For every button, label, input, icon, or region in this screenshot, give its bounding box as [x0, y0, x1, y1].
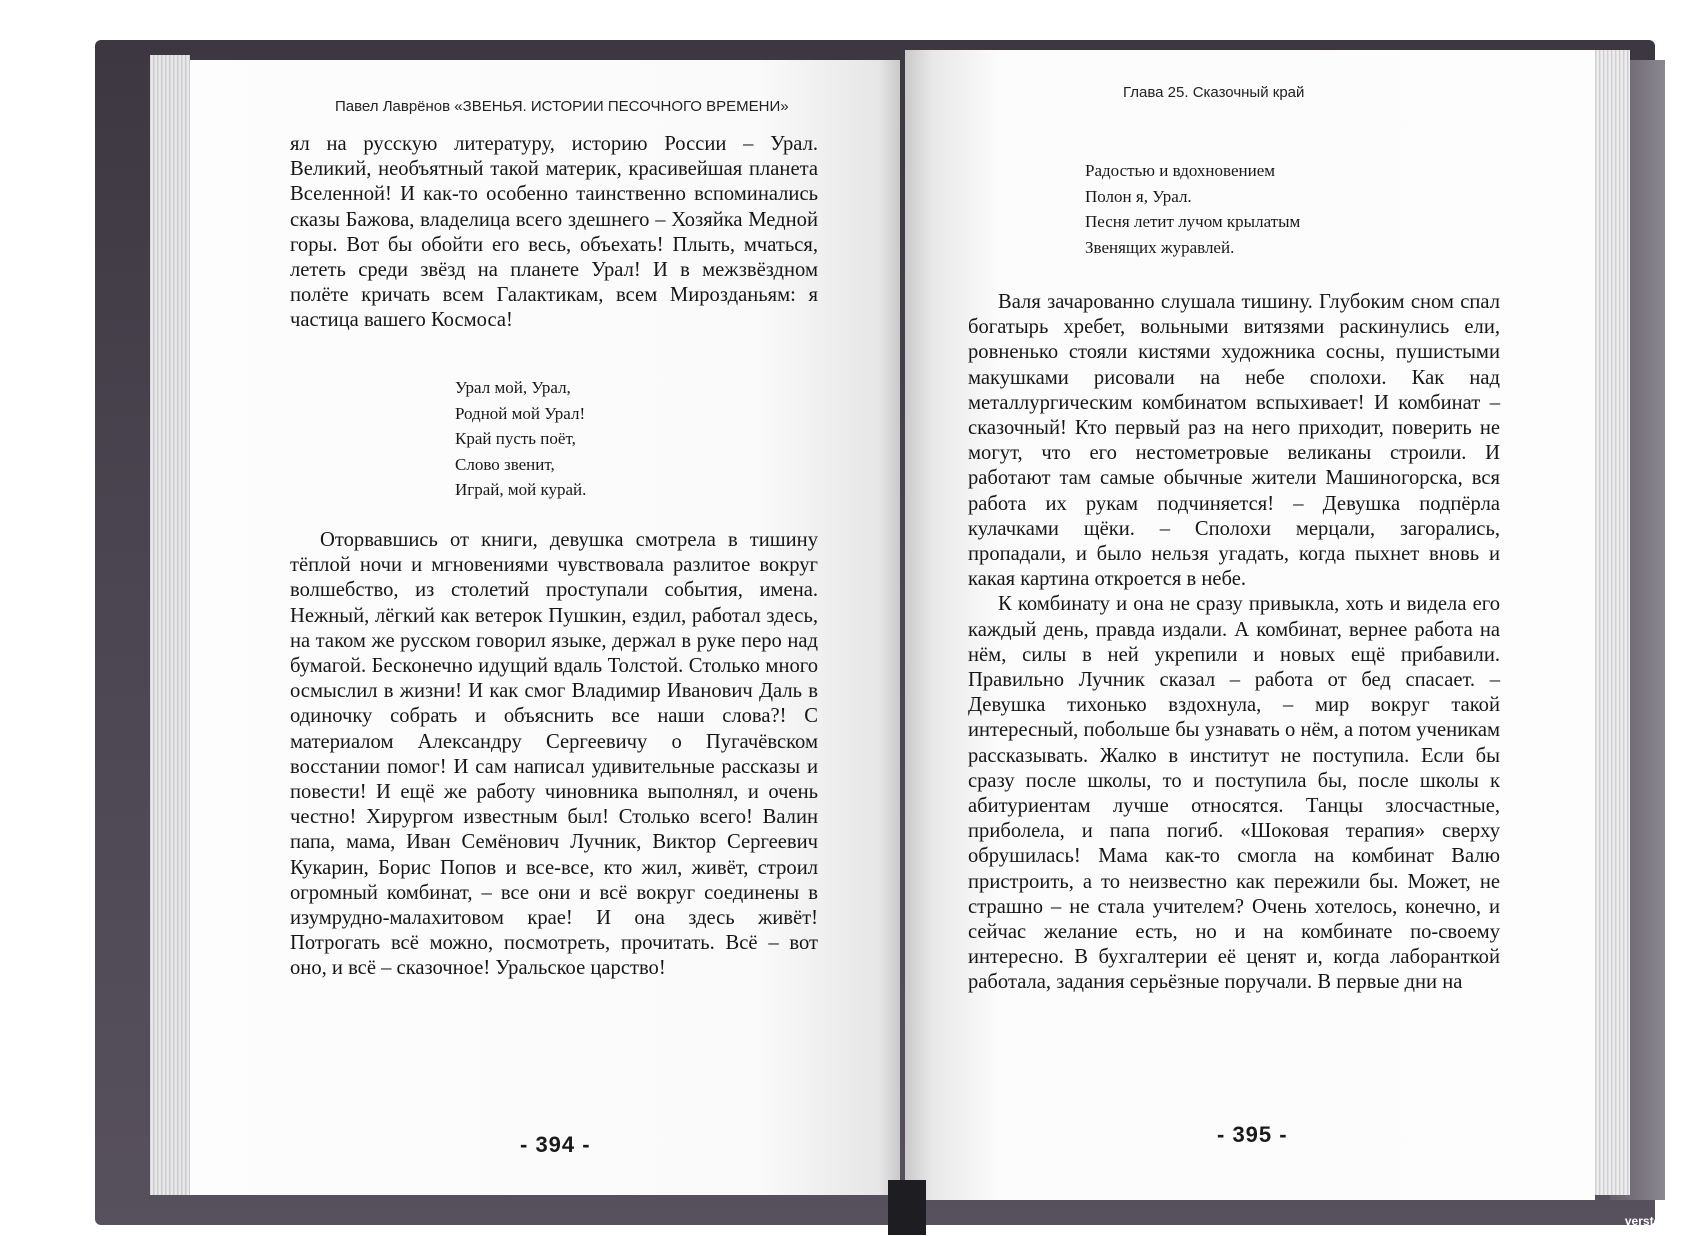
verse-line: Звенящих журавлей.: [1085, 237, 1235, 257]
verse-line: Полон я, Урал.: [1085, 186, 1192, 206]
running-header-right: Глава 25. Сказочный край: [1123, 84, 1305, 101]
verse-line: Радостью и вдохновением: [1085, 161, 1275, 180]
book-spine: [888, 1180, 926, 1235]
verse-line: Песня летит лучом крылатым: [1085, 212, 1301, 231]
watermark: verstov.info: [1624, 1214, 1692, 1228]
right-verse: [1085, 158, 1300, 260]
right-text-block: [968, 290, 1500, 996]
left-verse: [455, 375, 586, 503]
right-paragraph-2: К комбинату и она не сразу привыкла, хоть и видела его каждый день, правда издали. А комбинат, вернее работа на нём, силы в ней укрепили и новых ещё прибавили. Правильно Лучник сказал – работа от бед спасает. – Девушка тихонько вздохнула, – мир вокруг такой интересный, побольше бы узнавать о нём, а потом ученикам рассказывать. Жалко в институт не поступила. Если бы сразу после школы, то и поступила бы, после школы к абитуриентам лучше относятся. Танцы злосчастные, приболела, и папа погиб. «Шоковая терапия» сверху обрушилась! Мама как-то смогла на комбинат Валю пристроить, а то неизвестно как пережили бы. Может, не страшно – не стала учителем? Очень хотелось, конечно, и сейчас желание есть, но и на комбинате по-своему интересно. В бухгалтерии её ценят и, когда лаборанткой работала, задания серьёзные поручали. В первые дни на: [968, 593, 1500, 994]
left-paragraph-2-block: [290, 528, 818, 982]
right-page: [905, 50, 1595, 1200]
left-page: [190, 60, 900, 1195]
running-header-left: Павел Лаврёнов «ЗВЕНЬЯ. ИСТОРИИ ПЕСОЧНОГО ВРЕМЕНИ»: [335, 98, 789, 115]
left-paragraph-1-block: [290, 132, 818, 334]
page-number-left: - 394 -: [520, 1132, 591, 1157]
verse-line: Играй, мой курай.: [455, 480, 587, 499]
verse-line: Край пусть поёт,: [455, 429, 576, 448]
left-paragraph-1: ял на русскую литературу, историю России – Урал. Великий, необъятный такой материк, красивейшая планета Вселенной! И как-то особенно таинственно вспоминались сказы Бажова, владелица всего здешнего – Хозяйка Медной горы. Вот бы обойти его весь, объехать! Плыть, мчаться, лететь среди звёзд на планете Урал! И в межзвёздном полёте кричать всем Галактикам, всем Мирозданьям: я частица вашего Космоса!: [290, 133, 818, 332]
page-stack-left: [150, 55, 190, 1195]
left-paragraph-2: Оторвавшись от книги, девушка смотрела в тишину тёплой ночи и мгновениями чувствовала разлитое вокруг волшебство, из столетий проступали события, имена. Нежный, лёгкий как ветерок Пушкин, ездил, работал здесь, на таком же русском говорил языке, держал в руке перо над бумагой. Бесконечно идущий вдаль Толстой. Столько много осмыслил в жизни! И как смог Владимир Иванович Даль в одиночку собрать и объяснить все наши слова?! С материалом Александру Сергеевичу о Пугачёвском восстании помог! И сам написал удивительные рассказы и повести! И ещё же работу чиновника выполнял, и очень честно! Хирургом известным был! Столько всего! Валин папа, мама, Иван Семёнович Лучник, Виктор Сергеевич Кукарин, Борис Попов и все-все, кто жил, живёт, строил огромный комбинат, – все они и всё вокруг соединены в изумрудно-малахитовом крае! И она здесь живёт! Потрогать всё можно, посмотреть, прочитать. Всё – вот оно, и всё – сказочное! Уральское царство!: [290, 529, 818, 980]
right-paragraph-1: Валя зачарованно слушала тишину. Глубоким сном спал богатырь хребет, вольными витязями раскинулись ели, ровненько стояли кистями художника сосны, пушистыми макушками рисовали на небе сполохи. Как над металлургическим комбинатом вспыхивает! И комбинат – сказочный! Кто первый раз на него приходит, поверить не могут, что его нестометровые великаны строили. И работают там самые обычные жители Машиногорска, вся работа их рукам подчиняется! – Девушка подпёрла кулачками щёки. – Сполохи мерцали, загорались, пропадали, и было нельзя угадать, когда пыхнет вновь и какая картина откроется в небе.: [968, 291, 1500, 591]
verse-line: Урал мой, Урал,: [455, 378, 571, 397]
verse-line: Слово звенит,: [455, 454, 555, 474]
verse-line: Родной мой Урал!: [455, 403, 586, 423]
page-number-right: - 395 -: [1217, 1122, 1288, 1147]
